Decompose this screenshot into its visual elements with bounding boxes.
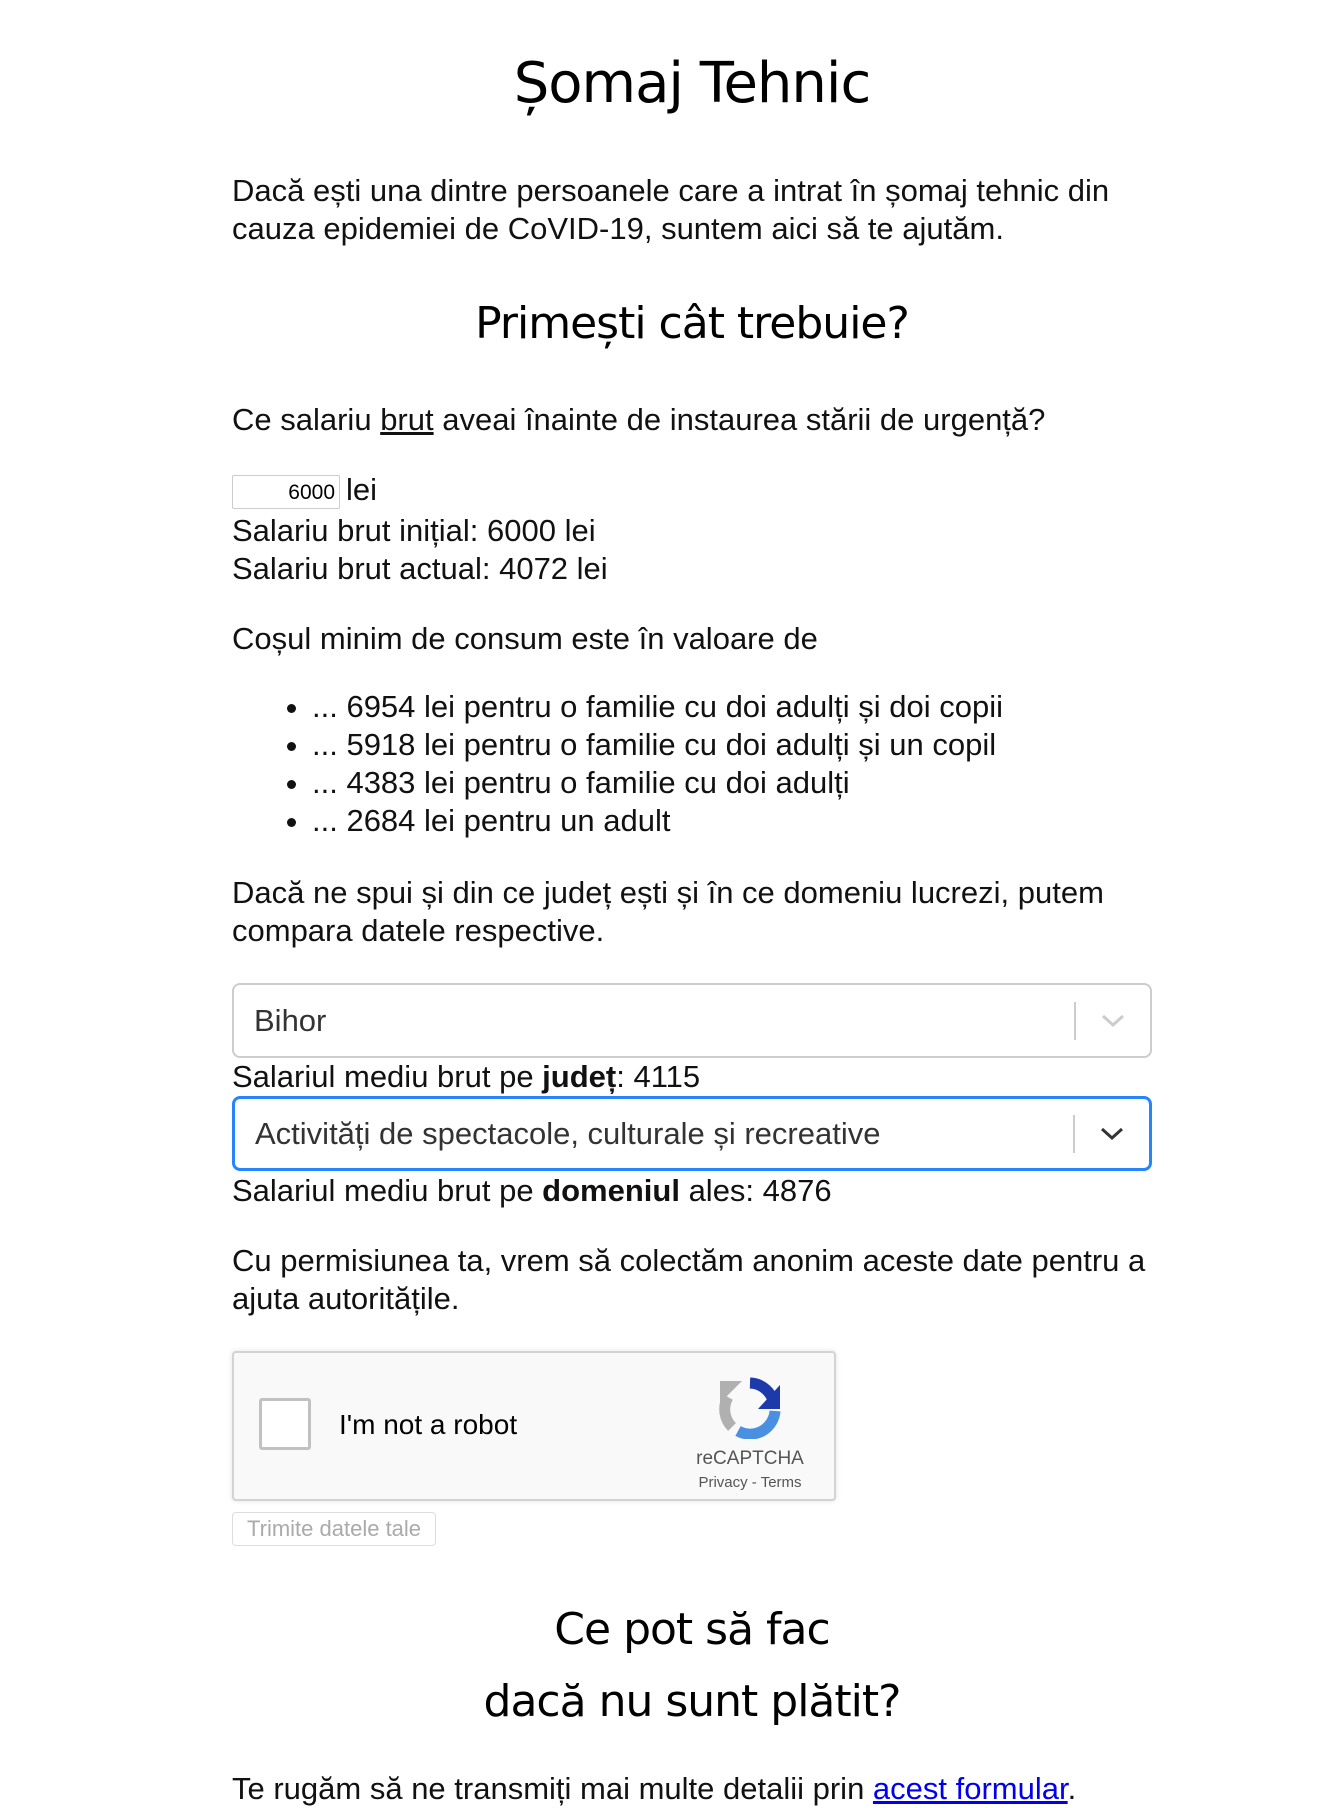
consent-text: Cu permisiunea ta, vrem să colectăm anonim aceste date pentru a ajuta autoritățile. [232, 1243, 1146, 1316]
list-item: • ... 5918 lei pentru o familie cu doi adulți și un copil [312, 726, 1003, 764]
recaptcha-widget [232, 1351, 836, 1501]
section-heading-unpaid [232, 1594, 1152, 1738]
currency-label: lei [346, 472, 378, 507]
domain-salary [232, 1172, 832, 1210]
page-title: Șomaj Tehnic [513, 51, 871, 116]
list-item: • ... 6954 lei pentru o familie cu doi adulți și doi copii [312, 688, 1003, 726]
intro-text: Dacă ești una dintre persoanele care a intrat în șomaj tehnic din cauza epidemiei de CoVID-19, suntem aici să te ajutăm. [232, 173, 1110, 246]
recaptcha-links [690, 1474, 810, 1491]
recaptcha-links-separator: - [747, 1474, 761, 1491]
recaptcha-terms-link[interactable]: Terms [760, 1474, 802, 1491]
salary-input-row [232, 471, 377, 509]
section-heading-salary: Primești cât trebuie? [475, 298, 909, 349]
county-salary-bold: județ [542, 1059, 617, 1094]
list-item: • ... 4383 lei pentru o familie cu doi adulți [312, 764, 1003, 802]
heading-line-2: dacă nu sunt plătit? [483, 1676, 901, 1727]
submit-button[interactable]: Trimite datele tale [232, 1512, 436, 1546]
basket-list [232, 688, 1003, 840]
salary-question-start: Ce salariu [232, 402, 381, 437]
salary-question-emphasis: brut [380, 402, 434, 437]
county-salary-prefix: Salariul mediu brut pe [232, 1059, 543, 1094]
recaptcha-privacy-link[interactable]: Privacy [698, 1474, 748, 1491]
heading-line-1: Ce pot să fac [554, 1604, 830, 1655]
chevron-down-icon[interactable] [1075, 1127, 1149, 1141]
recaptcha-brand-name: reCAPTCHA [696, 1448, 804, 1469]
recaptcha-checkbox[interactable] [259, 1398, 311, 1450]
county-select[interactable] [232, 983, 1152, 1058]
form-link[interactable]: acest formular [872, 1771, 1068, 1806]
form-request-start: Te rugăm să ne transmiți mai multe detalii prin [232, 1771, 873, 1806]
salary-question-end: aveai înainte de instaurea stării de urgență? [433, 402, 1046, 437]
initial-salary: Salariu brut inițial: 6000 lei [232, 513, 596, 548]
list-item: • ... 2684 lei pentru un adult [312, 802, 1003, 840]
current-salary: Salariu brut actual: 4072 lei [232, 551, 608, 586]
salary-question [232, 401, 1152, 439]
county-salary-value: : 4115 [616, 1059, 701, 1094]
county-salary [232, 1058, 700, 1096]
recaptcha-logo-icon [718, 1377, 782, 1439]
domain-select[interactable] [232, 1096, 1152, 1171]
chevron-down-icon[interactable] [1076, 1014, 1150, 1028]
compare-text: Dacă ne spui și din ce județ ești și în ce domeniu lucrezi, putem compara datele respective. [232, 875, 1104, 948]
basket-intro: Coșul minim de consum este în valoare de [232, 621, 818, 656]
domain-select-value: Activități de spectacole, culturale și recreative [255, 1115, 881, 1151]
domain-salary-bold: domeniul [542, 1173, 680, 1208]
county-select-value: Bihor [254, 1002, 327, 1038]
recaptcha-label: I'm not a robot [339, 1409, 518, 1440]
domain-salary-prefix: Salariul mediu brut pe [232, 1173, 543, 1208]
form-request-end: . [1067, 1771, 1077, 1806]
recaptcha-brand [690, 1377, 810, 1491]
form-request-text [232, 1770, 1152, 1808]
domain-salary-value: ales: 4876 [679, 1173, 832, 1208]
salary-input[interactable]: 6000 [232, 475, 340, 509]
